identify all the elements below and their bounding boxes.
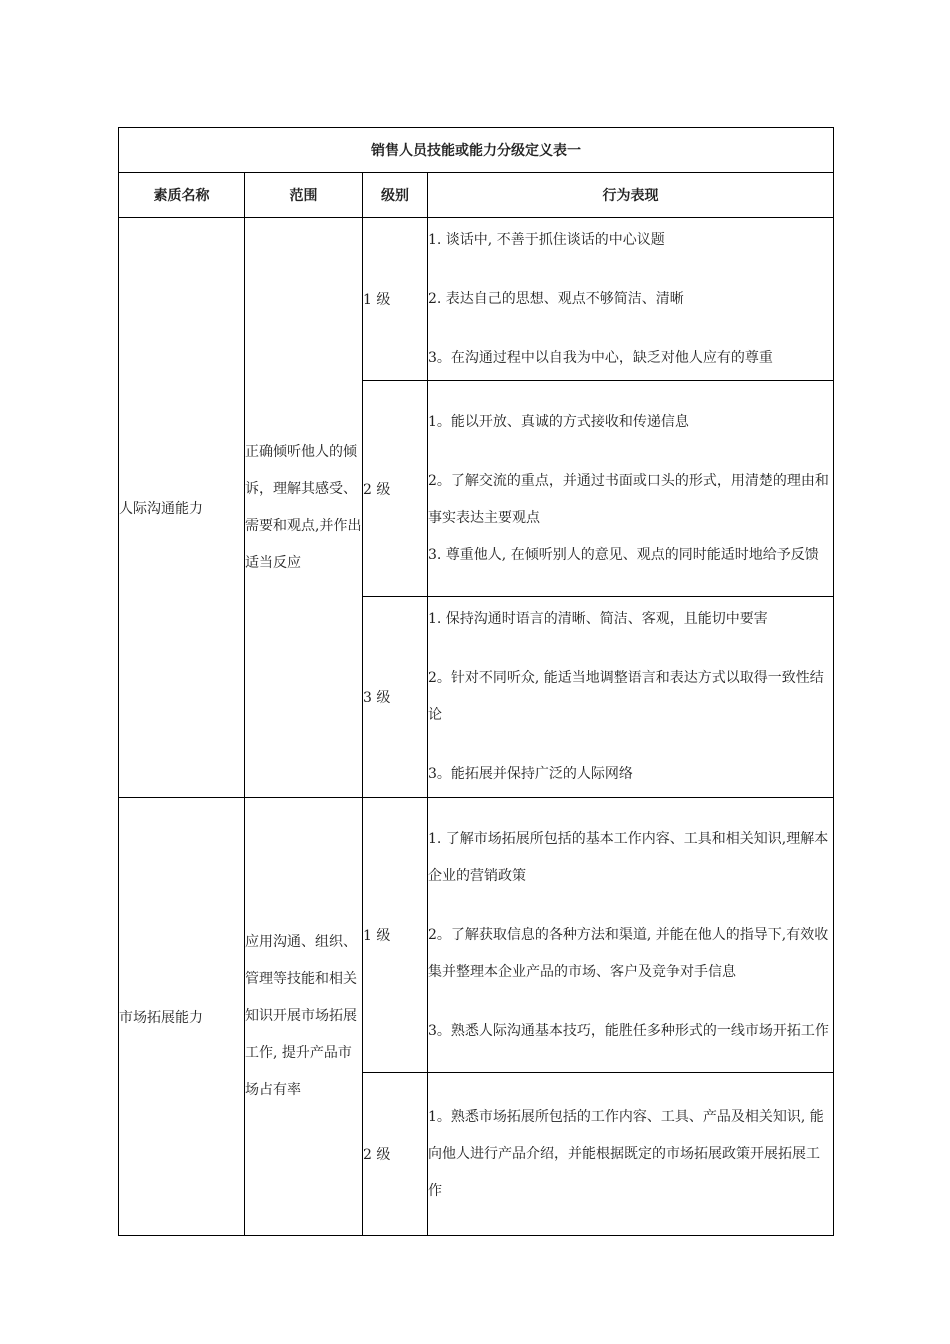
header-level: 级别 — [363, 173, 428, 218]
behavior-item: 3. 尊重他人, 在倾听别人的意见、观点的同时能适时地给予反馈 — [428, 546, 819, 563]
title-row — [119, 128, 834, 173]
behavior-item: 1. 谈话中, 不善于抓住谈话的中心议题 — [428, 231, 665, 248]
level-cell: 1 级 — [363, 798, 428, 1073]
level-cell: 2 级 — [363, 381, 428, 597]
behavior-cell — [428, 597, 834, 798]
table-title: 销售人员技能或能力分级定义表一 — [119, 128, 834, 173]
header-row — [119, 173, 834, 218]
behavior-item: 1。能以开放、真诚的方式接收和传递信息 — [428, 413, 689, 430]
header-scope: 范围 — [245, 173, 363, 218]
scope-cell: 正确倾听他人的倾诉，理解其感受、需要和观点,并作出适当反应 — [245, 218, 363, 798]
behavior-cell — [428, 1073, 834, 1236]
behavior-item: 2. 表达自己的思想、观点不够简洁、清晰 — [428, 290, 684, 307]
behavior-item: 2。了解交流的重点，并通过书面或口头的形式，用清楚的理由和事实表达主要观点 — [428, 472, 829, 526]
competency-definition-table — [118, 127, 834, 1236]
behavior-item: 2。针对不同听众, 能适当地调整语言和表达方式以取得一致性结论 — [428, 670, 824, 723]
header-quality-name: 素质名称 — [119, 173, 245, 218]
behavior-item: 1. 了解市场拓展所包括的基本工作内容、工具和相关知识,理解本企业的营销政策 — [428, 830, 829, 884]
header-behavior: 行为表现 — [428, 173, 834, 218]
behavior-cell — [428, 381, 834, 597]
level-cell: 3 级 — [363, 597, 428, 798]
behavior-item: 1. 保持沟通时语言的清晰、简洁、客观，且能切中要害 — [428, 611, 768, 627]
behavior-cell — [428, 218, 834, 381]
level-cell: 2 级 — [363, 1073, 428, 1236]
behavior-item: 2。了解获取信息的各种方法和渠道, 并能在他人的指导下,有效收集并整理本企业产品的市场、客户及竞争对手信息 — [428, 926, 829, 980]
scope-cell: 应用沟通、组织、管理等技能和相关知识开展市场拓展工作, 提升产品市场占有率 — [245, 798, 363, 1236]
table-row — [119, 218, 834, 381]
behavior-item: 1。熟悉市场拓展所包括的工作内容、工具、产品及相关知识, 能向他人进行产品介绍，并能根据既定的市场拓展政策开展拓展工作 — [428, 1108, 824, 1199]
behavior-item: 3。在沟通过程中以自我为中心，缺乏对他人应有的尊重 — [428, 349, 773, 366]
level-cell: 1 级 — [363, 218, 428, 381]
quality-name-cell: 市场拓展能力 — [119, 798, 245, 1236]
behavior-cell — [428, 798, 834, 1073]
behavior-item: 3。熟悉人际沟通基本技巧，能胜任多种形式的一线市场开拓工作 — [428, 1022, 829, 1039]
table-row — [119, 798, 834, 1073]
quality-name-cell: 人际沟通能力 — [119, 218, 245, 798]
behavior-item: 3。能拓展并保持广泛的人际网络 — [428, 766, 633, 782]
